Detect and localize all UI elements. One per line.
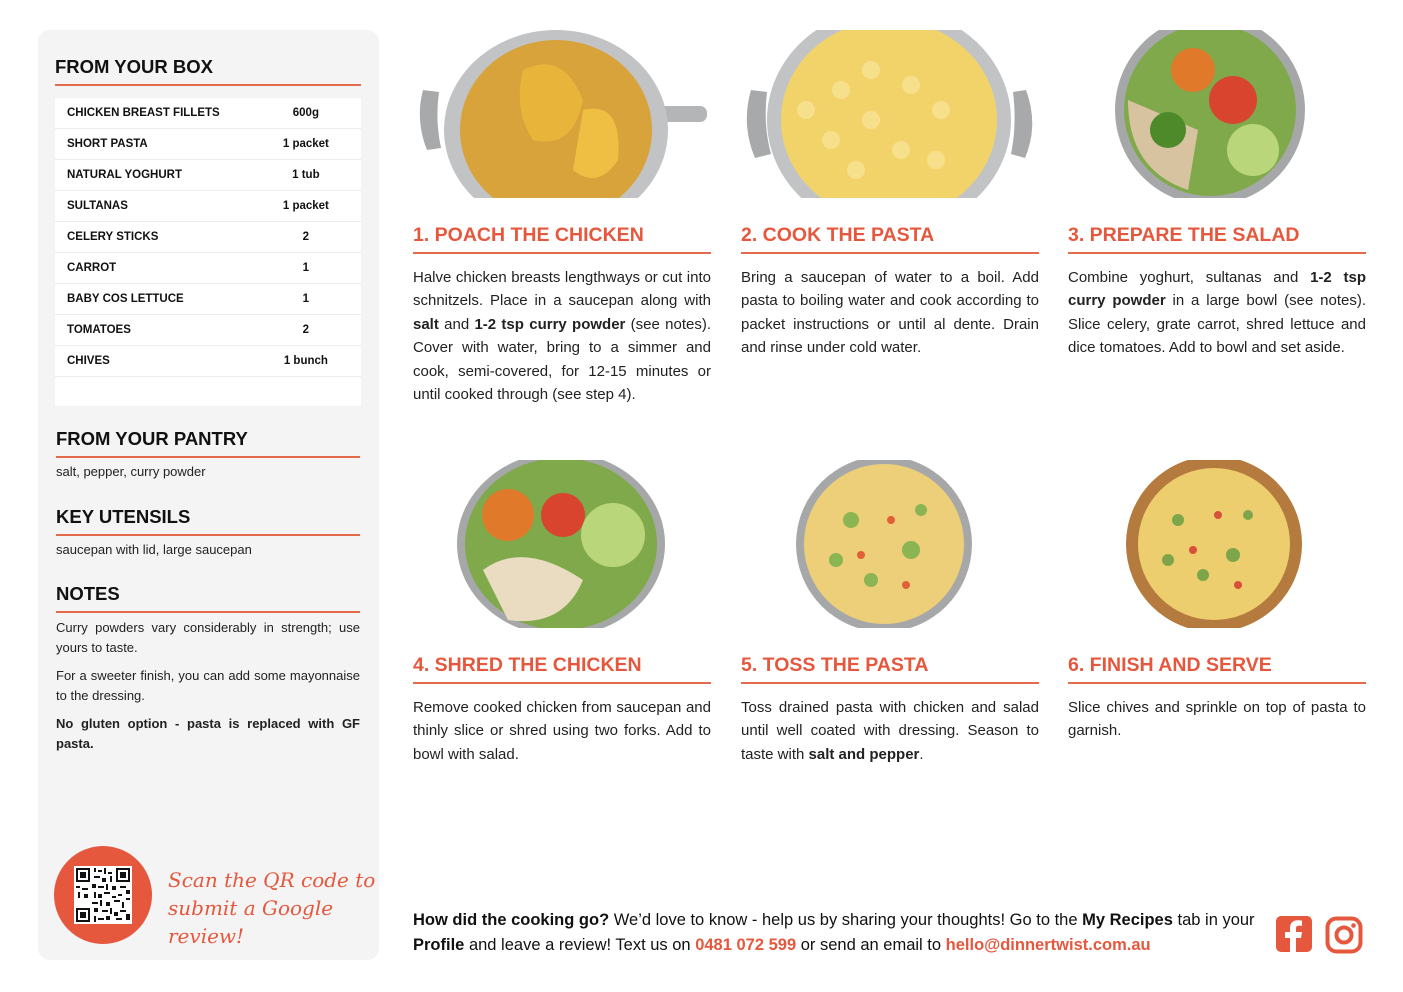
note-text: Curry powders vary considerably in strength; use yours to taste. <box>56 620 360 655</box>
text-span: . <box>919 745 924 763</box>
utensils-text: saucepan with lid, large saucepan <box>56 542 252 557</box>
text-span: Bring a saucepan of water to a boil. Add pasta to boiling water and cook according to packet instructions or until al dente. Drain and rinse under cold water. <box>741 269 1039 357</box>
table-row <box>55 98 361 129</box>
profile-link[interactable]: Profile <box>413 936 465 954</box>
toss-pasta-photo <box>741 460 1039 628</box>
footer-text: tab in your <box>1172 911 1255 929</box>
finish-serve-photo <box>1068 460 1366 628</box>
text-span: Halve chicken breasts lengthways or cut into schnitzels. Place in a saucepan along with <box>413 269 711 310</box>
table-row <box>55 160 361 191</box>
email-link[interactable]: hello@dinnertwist.com.au <box>945 936 1151 954</box>
step-2-title: 2. COOK THE PASTA <box>741 224 1039 254</box>
review-footer <box>413 908 1263 958</box>
text-span: Slice chives and sprinkle on top of pasta to garnish. <box>1068 699 1366 740</box>
ingredient-name: CHIVES <box>67 355 110 367</box>
table-row <box>55 191 361 222</box>
utensils-title: KEY UTENSILS <box>56 506 360 536</box>
ingredient-name: CARROT <box>67 262 117 274</box>
ingredient-qty: 1 bunch <box>283 355 328 367</box>
footer-question: How did the cooking go? <box>413 911 610 929</box>
bold-span: 1-2 tsp curry powder <box>474 315 626 333</box>
step-6-title: 6. FINISH AND SERVE <box>1068 654 1366 684</box>
prepare-salad-photo <box>1068 30 1366 198</box>
step-6-text <box>1068 696 1366 743</box>
ingredient-name: NATURAL YOGHURT <box>67 169 182 181</box>
step-1-text <box>413 266 711 406</box>
table-row <box>55 315 361 346</box>
ingredient-name: CELERY STICKS <box>67 231 159 243</box>
qr-caption <box>168 866 379 950</box>
text-span: Toss drained pasta with chicken and salad until well coated with dressing. Season to taste with <box>741 699 1039 763</box>
ingredient-qty: 2 <box>302 231 310 243</box>
ingredient-qty: 1 packet <box>282 200 329 212</box>
footer-text: or send an email to <box>796 936 946 954</box>
bold-span: salt <box>413 315 439 333</box>
step-2-text <box>741 266 1039 360</box>
ingredient-qty: 1 packet <box>282 138 329 150</box>
table-row <box>55 222 361 253</box>
table-row <box>55 129 361 160</box>
bold-span: 1-2 tsp curry powder <box>1068 269 1366 310</box>
sidebar <box>38 30 379 960</box>
qr-code-badge[interactable] <box>54 846 152 944</box>
text-span: in a large bowl (see notes). Slice celery, grate carrot, shred lettuce and dice tomatoes. Add to bowl and set aside. <box>1068 292 1366 357</box>
ingredient-name: BABY COS LETTUCE <box>67 293 184 305</box>
table-row <box>55 284 361 315</box>
step-1-title: 1. POACH THE CHICKEN <box>413 224 711 254</box>
box-title: FROM YOUR BOX <box>55 56 361 86</box>
note-text: No gluten option - pasta is replaced with GF pasta. <box>56 716 360 751</box>
text-span: and <box>438 315 475 333</box>
table-row <box>55 253 361 284</box>
footer-text: We’d love to know - help us by sharing your thoughts! Go to the <box>609 911 1083 929</box>
facebook-icon[interactable] <box>1276 916 1312 952</box>
step-3-title: 3. PREPARE THE SALAD <box>1068 224 1366 254</box>
qr-caption-line: Scan the QR code to <box>168 868 376 892</box>
ingredient-qty: 2 <box>302 324 310 336</box>
qr-code-icon <box>74 866 132 924</box>
my-recipes-link[interactable]: My Recipes <box>1082 911 1173 929</box>
note-text: For a sweeter finish, you can add some mayonnaise to the dressing. <box>56 668 360 703</box>
ingredient-qty: 1 <box>302 262 310 274</box>
step-3-text <box>1068 266 1366 360</box>
ingredients-table <box>55 98 361 406</box>
ingredient-name: SULTANAS <box>67 200 128 212</box>
shred-chicken-photo <box>413 460 711 628</box>
ingredient-qty: 1 <box>302 293 310 305</box>
qr-caption-line: submit a Google review! <box>168 896 334 948</box>
bold-span: salt and pepper <box>808 745 920 763</box>
text-span: (see notes). Cover with water, bring to a simmer and cook, semi-covered, for 12-15 minutes or until cooked through (see step 4). <box>413 315 711 404</box>
ingredient-name: TOMATOES <box>67 324 131 336</box>
text-span: Remove cooked chicken from saucepan and thinly slice or shred using two forks. Add to bowl with salad. <box>413 699 711 763</box>
ingredient-name: CHICKEN BREAST FILLETS <box>67 107 220 119</box>
phone-link[interactable]: 0481 072 599 <box>695 936 797 954</box>
step-4-title: 4. SHRED THE CHICKEN <box>413 654 711 684</box>
step-5-title: 5. TOSS THE PASTA <box>741 654 1039 684</box>
ingredient-qty: 600g <box>292 107 319 119</box>
pantry-title: FROM YOUR PANTRY <box>56 428 360 458</box>
step-5-text <box>741 696 1039 766</box>
step-4-text <box>413 696 711 766</box>
cook-pasta-photo <box>741 30 1039 198</box>
ingredient-qty: 1 tub <box>292 169 320 181</box>
poach-chicken-photo <box>413 30 711 198</box>
ingredient-name: SHORT PASTA <box>67 138 148 150</box>
footer-text: and leave a review! Text us on <box>464 936 696 954</box>
instagram-icon[interactable] <box>1325 916 1363 954</box>
notes-title: NOTES <box>56 583 360 613</box>
text-span: Combine yoghurt, sultanas and <box>1068 269 1311 286</box>
table-row <box>55 346 361 377</box>
pantry-text: salt, pepper, curry powder <box>56 464 206 479</box>
